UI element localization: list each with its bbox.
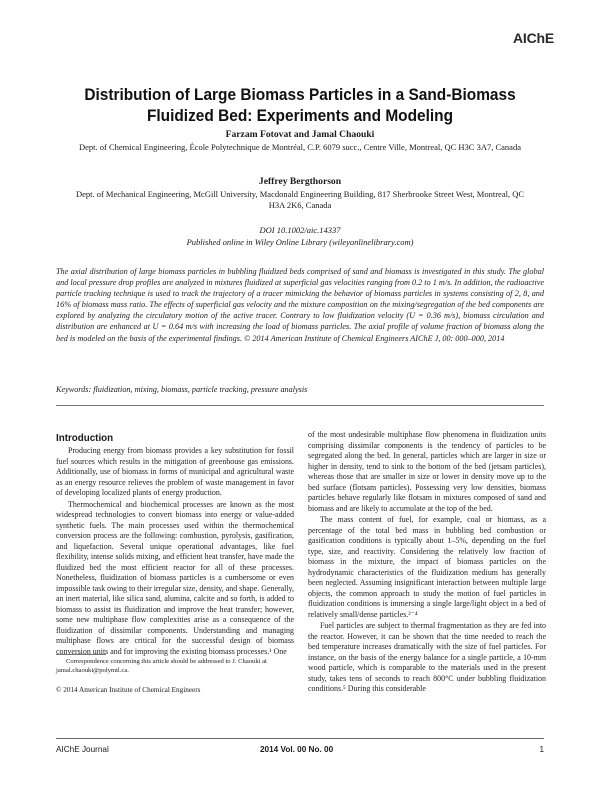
paragraph: of the most undesirable multiphase flow phenomena in fluidization units comprising dissimilar components is the tendency of particles to be segregated along the bed. In general, particles which are larger in size or higher in density, tend to sink to the bottom of the bed (jetsam particles), whereas those that are smaller in size or lower in density move up to the bed surface (flotsam particles). Possessing very low densities, biomass particles behave regularly like flotsam in mixtures composed of sand and biomass and are likely to accumulate at the top of the bed.: [308, 430, 546, 513]
body-column-right: [308, 430, 546, 695]
affiliation-primary: Dept. of Chemical Engineering, École Polytechnique de Montréal, C.P. 6079 succ., Centre Ville, Montreal, QC H3C 3A7, Canada: [79, 142, 521, 152]
paragraph: Producing energy from biomass provides a key substitution for fossil fuel sources which results in the mitigation of greenhouse gas emissions. Additionally, use of biomass in forms of municipal and agricultural waste as an energy resource relieves the problem of waste management in favor of developing localized plants of energy production.: [56, 446, 294, 497]
authors-primary: Farzam Fotovat and Jamal Chaouki: [225, 129, 375, 140]
paragraph: Thermochemical and biochemical processes are known as the most widespread technologies to convert biomass into energy or value-added synthetic fuels. The main processes used within the thermochemical conversion process are the following: combustion, pyrolysis, gasification, and liquefaction. Several unique operational advantages, like fuel flexibility, intense solids mixing, and efficient heat transfer, have made the fluidized bed the most efficient reactor for all of these processes. Nonetheless, fluidization of biomass particles is a cumbersome or even impossible task owing to their irregular size, density, and shape. Generally, an inert material, like silica sand, alumina, calcite and so forth, is added to biomass to assist its fluidization and improve the heat transfer; however, some new multiphase flow complexities arise as a consequence of the fluidization of dissimilar components. Understanding and managing multiphase flows are critical for the successful design of biomass conversion units and for improving the existing biomass processes.¹ One: [56, 499, 294, 656]
paragraph: The mass content of fuel, for example, coal or biomass, as a percentage of the total bed mass in bubbling bed combustion or gasification conditions is typically about 1–5%, depending on the fuel type, size, and reactivity. Considering the relatively low fraction of biomass in the mixture, the impact of biomass particles on the hydrodynamic characteristics of the fluidization medium has generally been neglected. Assuming insignificant interaction between multiple large objects, the common approach to study the motion of fuel particles in fluidization conditions is immersing a single large/light object in a bed of relatively small/dense particles.²⁻⁴: [308, 515, 546, 619]
article-title: Distribution of Large Biomass Particles in a Sand-Biomass Fluidized Bed: Experiments and Modeling: [84, 85, 516, 125]
publication-note: Published online in Wiley Online Library (wileyonlinelibrary.com): [186, 237, 414, 247]
body-column-left: [56, 446, 294, 657]
page-number: 1: [539, 745, 544, 754]
abstract-divider: [56, 405, 544, 406]
footer-journal: AIChE Journal: [56, 745, 109, 754]
abstract: The axial distribution of large biomass particles in bubbling fluidized beds comprised of sand and biomass is investigated in this study. The global and local pressure drop profiles are analyzed in mixtures fluidized at superficial gas velocities ranging from 0.2 to 1 m/s. In addition, the radioactive particle tracking technique is used to track the trajectory of a tracer mimicking the behavior of biomass particles in systems consisting of 2, 8, and 16% of biomass mass ratio. The effects of superficial gas velocity and the mixture composition on the mixing/segregation of the bed components are explored by analyzing the circulatory motion of the active tracer. Contrary to low fluidization velocity (U = 0.36 m/s), biomass circulation and distribution are enhanced at U = 0.64 m/s with increasing the load of biomass particles. The axial profile of volume fraction of biomass along the bed is modeled on the basis of the experimental findings. © 2014 American Institute of Chemical Engineers AIChE J, 00: 000–000, 2014: [56, 267, 544, 343]
footer-divider: [56, 738, 544, 739]
footer-issue: 2014 Vol. 00 No. 00: [260, 745, 334, 754]
copyright-notice: © 2014 American Institute of Chemical Engineers: [56, 686, 201, 694]
correspondence-footnote: Correspondence concerning this article should be addressed to J. Chaouki at jamal.chaouki@polymtl.ca.: [56, 658, 267, 674]
keywords: Keywords: fluidization, mixing, biomass, particle tracking, pressure analysis: [56, 385, 308, 394]
authors-secondary: Jeffrey Bergthorson: [258, 176, 342, 187]
section-heading: Introduction: [56, 433, 114, 444]
affiliation-secondary: Dept. of Mechanical Engineering, McGill University, Macdonald Engineering Building, 817 Sherbrooke Street West, Montreal, QC H3A 2K6, Canada: [75, 189, 525, 210]
paragraph: Fuel particles are subject to thermal fragmentation as they are fed into the reactor. However, it can be shown that the time needed to reach the bed temperature increases dramatically with the size of fuel particles. For instance, on the basis of the energy balance for a single particle, a 10-mm wood particle, which is comparable to the materials used in the present study, takes tens of seconds to reach 800°C under bubbling fluidization conditions.⁵ During this considerable: [308, 621, 546, 693]
journal-logo: AIChE: [512, 30, 554, 46]
doi[interactable]: DOI 10.1002/aic.14337: [259, 225, 341, 235]
footnote-divider: [56, 654, 106, 655]
